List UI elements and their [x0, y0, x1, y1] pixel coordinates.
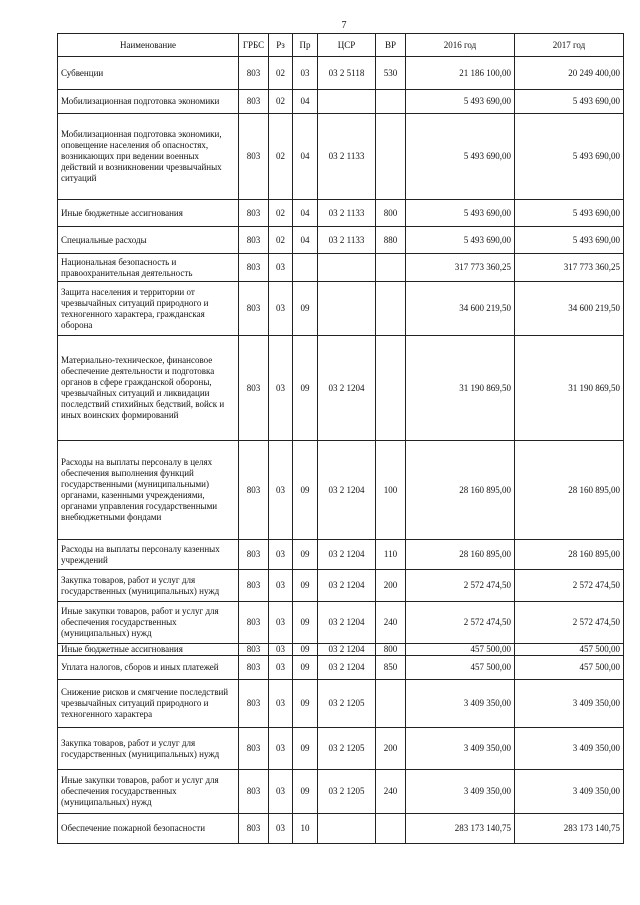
row-vr: 200	[376, 728, 406, 770]
row-csr: 03 2 1204	[318, 602, 376, 644]
table-row	[58, 336, 624, 441]
table-row	[58, 90, 624, 114]
row-name: Закупка товаров, работ и услуг для государственных (муниципальных) нужд	[58, 728, 239, 770]
row-grbs: 803	[239, 200, 269, 227]
row-rz: 03	[269, 728, 293, 770]
row-csr: 03 2 1133	[318, 114, 376, 200]
row-pr: 04	[293, 114, 318, 200]
header-vr: ВР	[376, 34, 406, 57]
row-name: Закупка товаров, работ и услуг для государственных (муниципальных) нужд	[58, 570, 239, 602]
row-pr: 09	[293, 602, 318, 644]
row-pr: 09	[293, 644, 318, 656]
row-vr: 800	[376, 644, 406, 656]
table-row	[58, 644, 624, 656]
header-2016: 2016 год	[406, 34, 515, 57]
row-pr: 09	[293, 680, 318, 728]
row-2016: 5 493 690,00	[406, 227, 515, 254]
row-vr: 240	[376, 770, 406, 814]
row-grbs: 803	[239, 441, 269, 540]
row-name: Иные бюджетные ассигнования	[58, 644, 239, 656]
row-2016: 3 409 350,00	[406, 728, 515, 770]
row-pr: 04	[293, 200, 318, 227]
row-2017: 283 173 140,75	[515, 814, 624, 844]
row-rz: 03	[269, 540, 293, 570]
row-grbs: 803	[239, 602, 269, 644]
row-rz: 03	[269, 644, 293, 656]
row-grbs: 803	[239, 540, 269, 570]
row-2017: 457 500,00	[515, 644, 624, 656]
row-csr	[318, 282, 376, 336]
row-vr: 530	[376, 57, 406, 90]
row-csr: 03 2 1204	[318, 656, 376, 680]
row-2017: 5 493 690,00	[515, 90, 624, 114]
row-pr: 04	[293, 90, 318, 114]
table-row	[58, 227, 624, 254]
row-pr: 09	[293, 656, 318, 680]
row-pr: 10	[293, 814, 318, 844]
table-row	[58, 680, 624, 728]
row-pr: 09	[293, 441, 318, 540]
row-name: Иные бюджетные ассигнования	[58, 200, 239, 227]
row-rz: 03	[269, 680, 293, 728]
table-row	[58, 540, 624, 570]
row-rz: 02	[269, 200, 293, 227]
row-vr: 200	[376, 570, 406, 602]
row-pr: 03	[293, 57, 318, 90]
row-2016: 21 186 100,00	[406, 57, 515, 90]
row-2017: 5 493 690,00	[515, 200, 624, 227]
row-2017: 20 249 400,00	[515, 57, 624, 90]
row-2016: 457 500,00	[406, 656, 515, 680]
row-2017: 28 160 895,00	[515, 441, 624, 540]
row-2017: 31 190 869,50	[515, 336, 624, 441]
row-grbs: 803	[239, 656, 269, 680]
row-grbs: 803	[239, 90, 269, 114]
row-rz: 02	[269, 57, 293, 90]
row-name: Специальные расходы	[58, 227, 239, 254]
row-2017: 5 493 690,00	[515, 114, 624, 200]
row-csr: 03 2 1205	[318, 680, 376, 728]
row-rz: 03	[269, 656, 293, 680]
row-csr	[318, 90, 376, 114]
header-grbs: ГРБС	[239, 34, 269, 57]
table-row	[58, 200, 624, 227]
header-2017: 2017 год	[515, 34, 624, 57]
row-grbs: 803	[239, 770, 269, 814]
row-csr: 03 2 1133	[318, 227, 376, 254]
row-name: Материально-техническое, финансовое обеспечение деятельности и подготовка органов в сфере гражданской обороны, чрезвычайных ситуаций и ликвидации последствий стихийных бедствий, войск и иных воинских формирований	[58, 336, 239, 441]
row-name: Мобилизационная подготовка экономики, оповещение населения об опасностях, возникающих при ведении военных действий и возникновении чрезвычайных ситуаций	[58, 114, 239, 200]
row-vr	[376, 282, 406, 336]
row-pr: 09	[293, 570, 318, 602]
row-vr: 880	[376, 227, 406, 254]
row-csr: 03 2 1204	[318, 540, 376, 570]
row-csr: 03 2 1133	[318, 200, 376, 227]
row-name: Уплата налогов, сборов и иных платежей	[58, 656, 239, 680]
row-vr	[376, 254, 406, 282]
row-rz: 02	[269, 114, 293, 200]
row-name: Иные закупки товаров, работ и услуг для обеспечения государственных (муниципальных) нужд	[58, 770, 239, 814]
row-2017: 2 572 474,50	[515, 570, 624, 602]
row-rz: 03	[269, 770, 293, 814]
row-grbs: 803	[239, 814, 269, 844]
row-vr	[376, 114, 406, 200]
row-2016: 2 572 474,50	[406, 570, 515, 602]
row-csr	[318, 814, 376, 844]
row-grbs: 803	[239, 336, 269, 441]
row-name: Иные закупки товаров, работ и услуг для обеспечения государственных (муниципальных) нужд	[58, 602, 239, 644]
row-2016: 5 493 690,00	[406, 90, 515, 114]
row-vr: 850	[376, 656, 406, 680]
row-name: Обеспечение пожарной безопасности	[58, 814, 239, 844]
header-name: Наименование	[58, 34, 239, 57]
row-pr: 09	[293, 336, 318, 441]
row-vr	[376, 814, 406, 844]
row-name: Мобилизационная подготовка экономики	[58, 90, 239, 114]
row-name: Национальная безопасность и правоохранительная деятельность	[58, 254, 239, 282]
row-csr: 03 2 1204	[318, 570, 376, 602]
row-2017: 3 409 350,00	[515, 680, 624, 728]
row-name: Расходы на выплаты персоналу в целях обеспечения выполнения функций государственными (муниципальными) органами, казенными учреждениями, органами управления государственными внебюджетными фондами	[58, 441, 239, 540]
row-csr: 03 2 1204	[318, 644, 376, 656]
row-vr: 100	[376, 441, 406, 540]
row-csr: 03 2 5118	[318, 57, 376, 90]
row-grbs: 803	[239, 680, 269, 728]
row-grbs: 803	[239, 114, 269, 200]
header-pr: Пр	[293, 34, 318, 57]
row-rz: 03	[269, 570, 293, 602]
row-2016: 28 160 895,00	[406, 540, 515, 570]
row-rz: 03	[269, 336, 293, 441]
row-2016: 31 190 869,50	[406, 336, 515, 441]
row-2016: 283 173 140,75	[406, 814, 515, 844]
row-pr: 09	[293, 282, 318, 336]
row-grbs: 803	[239, 644, 269, 656]
table-body	[58, 57, 624, 844]
row-csr	[318, 254, 376, 282]
row-2016: 457 500,00	[406, 644, 515, 656]
budget-table	[57, 33, 624, 844]
row-2016: 3 409 350,00	[406, 770, 515, 814]
row-grbs: 803	[239, 227, 269, 254]
row-grbs: 803	[239, 254, 269, 282]
row-pr: 09	[293, 540, 318, 570]
row-name: Снижение рисков и смягчение последствий чрезвычайных ситуаций природного и техногенного характера	[58, 680, 239, 728]
row-vr	[376, 336, 406, 441]
row-grbs: 803	[239, 57, 269, 90]
row-grbs: 803	[239, 570, 269, 602]
row-vr	[376, 680, 406, 728]
row-rz: 03	[269, 814, 293, 844]
table-row	[58, 57, 624, 90]
row-pr	[293, 254, 318, 282]
row-vr: 800	[376, 200, 406, 227]
row-pr: 09	[293, 770, 318, 814]
table-row	[58, 814, 624, 844]
row-2017: 3 409 350,00	[515, 728, 624, 770]
row-grbs: 803	[239, 282, 269, 336]
row-vr: 110	[376, 540, 406, 570]
row-rz: 03	[269, 441, 293, 540]
row-csr: 03 2 1205	[318, 770, 376, 814]
row-rz: 02	[269, 90, 293, 114]
table-row	[58, 770, 624, 814]
row-2017: 34 600 219,50	[515, 282, 624, 336]
row-rz: 02	[269, 227, 293, 254]
table-row	[58, 570, 624, 602]
header-csr: ЦСР	[318, 34, 376, 57]
page-number: 7	[341, 20, 347, 31]
row-2016: 34 600 219,50	[406, 282, 515, 336]
row-rz: 03	[269, 602, 293, 644]
row-rz: 03	[269, 282, 293, 336]
row-2016: 317 773 360,25	[406, 254, 515, 282]
row-2017: 317 773 360,25	[515, 254, 624, 282]
row-2017: 5 493 690,00	[515, 227, 624, 254]
table-row	[58, 656, 624, 680]
row-2016: 5 493 690,00	[406, 200, 515, 227]
row-csr: 03 2 1204	[318, 336, 376, 441]
table-row	[58, 441, 624, 540]
row-2016: 3 409 350,00	[406, 680, 515, 728]
table-row	[58, 602, 624, 644]
row-csr: 03 2 1205	[318, 728, 376, 770]
table-row	[58, 254, 624, 282]
row-name: Расходы на выплаты персоналу казенных учреждений	[58, 540, 239, 570]
row-rz: 03	[269, 254, 293, 282]
row-2016: 28 160 895,00	[406, 441, 515, 540]
row-pr: 04	[293, 227, 318, 254]
row-csr: 03 2 1204	[318, 441, 376, 540]
row-name: Защита населения и территории от чрезвычайных ситуаций природного и техногенного характера, гражданская оборона	[58, 282, 239, 336]
table-header-row	[58, 34, 624, 57]
row-2016: 2 572 474,50	[406, 602, 515, 644]
table-row	[58, 728, 624, 770]
row-grbs: 803	[239, 728, 269, 770]
row-2017: 2 572 474,50	[515, 602, 624, 644]
row-pr: 09	[293, 728, 318, 770]
header-rz: Рз	[269, 34, 293, 57]
row-vr: 240	[376, 602, 406, 644]
row-vr	[376, 90, 406, 114]
table-row	[58, 282, 624, 336]
row-2017: 28 160 895,00	[515, 540, 624, 570]
row-2017: 3 409 350,00	[515, 770, 624, 814]
row-2016: 5 493 690,00	[406, 114, 515, 200]
row-name: Субвенции	[58, 57, 239, 90]
row-2017: 457 500,00	[515, 656, 624, 680]
table-row	[58, 114, 624, 200]
